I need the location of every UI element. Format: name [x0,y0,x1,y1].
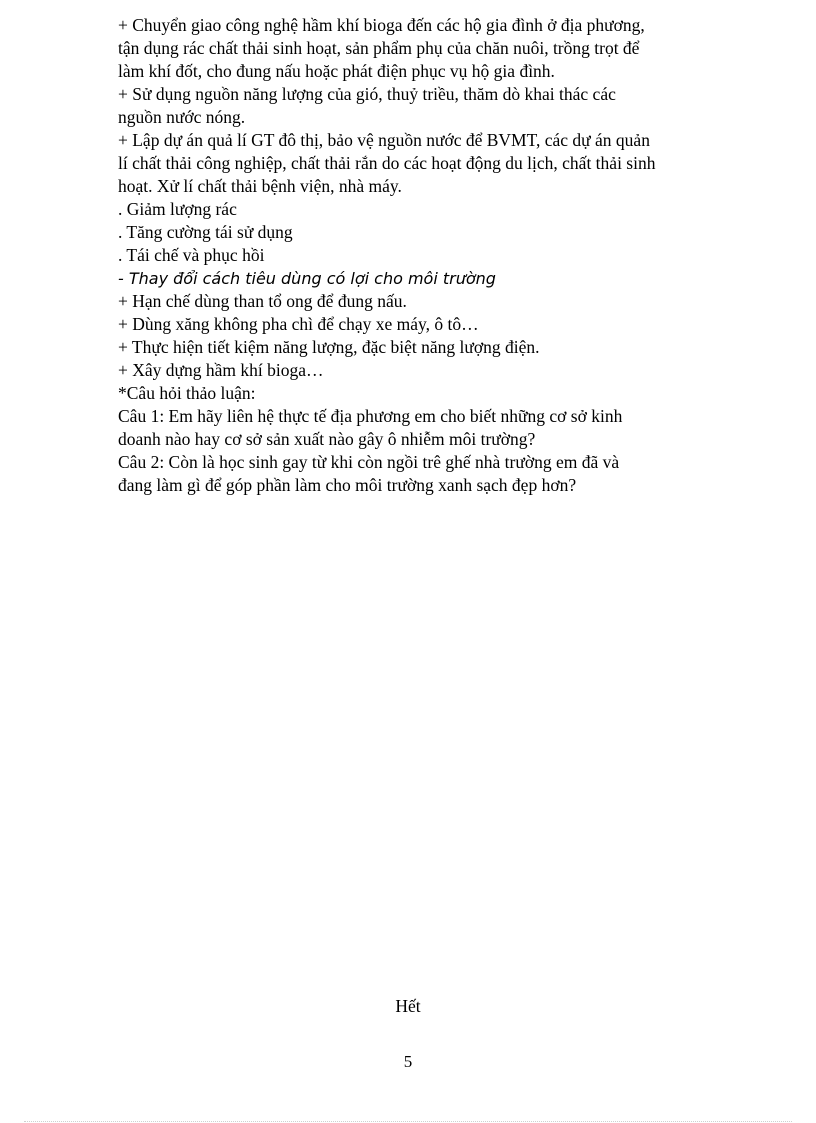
text-line: + Sử dụng nguồn năng lượng của gió, thuỷ triều, thăm dò khai thác các [118,84,616,104]
text-line: + Thực hiện tiết kiệm năng lượng, đặc biệt năng lượng điện. [118,337,540,357]
text-line: + Hạn chế dùng than tổ ong để đung nấu. [118,291,407,311]
question-line: doanh nào hay cơ sở sản xuất nào gây ô nhiễm môi trường? [118,429,536,449]
document-body [118,14,708,497]
question-line: Câu 1: Em hãy liên hệ thực tế địa phương em cho biết những cơ sở kinh [118,406,623,426]
end-word: Hết [395,996,421,1016]
text-line: hoạt. Xử lí chất thải bệnh viện, nhà máy. [118,176,402,196]
page-bottom-divider [24,1121,792,1122]
text-line: làm khí đốt, cho đung nấu hoặc phát điện phục vụ hộ gia đình. [118,61,555,81]
text-line: lí chất thải công nghiệp, chất thải rắn do các hoạt động du lịch, chất thải sinh [118,153,656,173]
discussion-heading: *Câu hỏi thảo luận: [118,383,256,403]
list-item: . Giảm lượng rác [118,199,237,219]
text-line: nguồn nước nóng. [118,107,246,127]
list-item: . Tái chế và phục hồi [118,245,265,265]
page-number: 5 [403,1052,413,1071]
text-line: + Xây dựng hầm khí bioga… [118,360,324,380]
question-line: Câu 2: Còn là học sinh gay từ khi còn ngồi trê ghế nhà trường em đã và [118,452,620,472]
text-line: + Lập dự án quả lí GT đô thị, bảo vệ nguồn nước để BVMT, các dự án quản [118,130,650,150]
section-heading: - Thay đổi cách tiêu dùng có lợi cho môi trường [118,269,496,288]
text-line: + Dùng xăng không pha chì để chạy xe máy, ô tô… [118,314,479,334]
list-item: . Tăng cường tái sử dụng [118,222,293,242]
text-line: + Chuyển giao công nghệ hầm khí bioga đến các hộ gia đình ở địa phương, [118,15,645,35]
text-line: tận dụng rác chất thải sinh hoạt, sản phẩm phụ của chăn nuôi, trồng trọt để [118,38,640,58]
question-line: đang làm gì để góp phần làm cho môi trường xanh sạch đẹp hơn? [118,475,577,495]
